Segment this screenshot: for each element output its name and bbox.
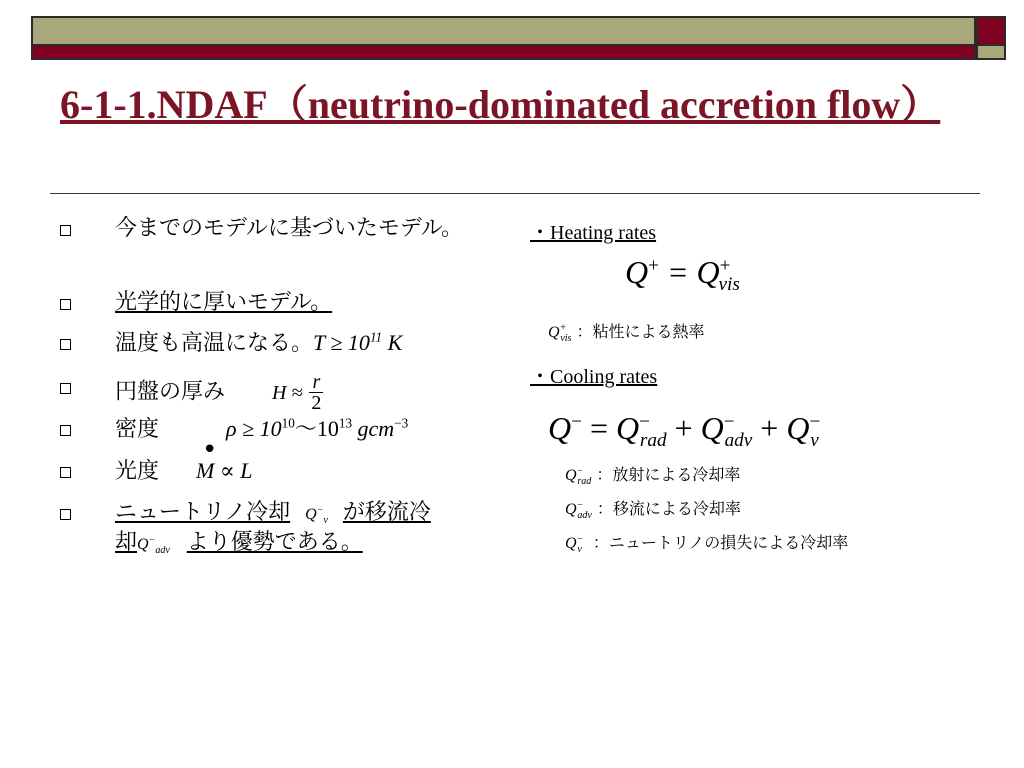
bullet-box-icon [60,509,71,520]
bullet-text-label: 円盤の厚み [115,379,226,405]
bullet-box-icon [60,225,71,236]
heating-rates-label: ・Heating rates [530,222,657,244]
bullet-text [115,435,253,487]
bullet-text: 今までのモデルに基づいたモデル。 [115,216,464,241]
dot-accent: • [202,435,218,465]
bullet-text [115,328,402,359]
q-vis-plus: $Q^+_{vis}$ [548,322,572,345]
heating-desc: ：粘性による熱率 [576,322,705,341]
bullet-text [115,528,363,560]
bullet-text [115,414,408,445]
bullet-text-label: 光度 [115,459,160,484]
heating-legend [548,320,705,345]
bullet-text-part: ニュートリノ冷却 [115,500,291,525]
header-bar-olive [31,16,976,46]
bullet-text-part: 却 [115,530,138,555]
bullet-text-label: 温度も高温になる。 [115,331,314,356]
bullet-text [115,498,431,530]
slide-title: 6-1-1.NDAF（neutrino-dominated accretion flow） [60,82,941,127]
thickness-formula: H ≈ [272,381,303,404]
bullet-box-icon [60,383,71,394]
luminosity-formula: • M ∝ L [196,435,253,483]
corner-square-olive [976,46,1006,60]
corner-square-maroon [976,16,1006,46]
bullet-text [115,372,323,413]
bullet-text: 光学的に厚いモデル。 [115,290,333,315]
header-bar-maroon [31,46,976,60]
q-adv-minus: $Q^-_{adv}$ [137,534,170,557]
bullet-box-icon [60,299,71,310]
cooling-legend-adv: $Q^-_{adv}$ ：移流による冷却率 [565,499,741,522]
cooling-equation: $Q^- = Q^-_{rad} + Q^-_{adv} + Q^-_\nu$ [548,410,821,452]
title-rule [50,193,980,194]
bullet-box-icon [60,339,71,350]
bullet-box-icon [60,467,71,478]
bullet-text-label: 密度 [115,417,160,442]
cooling-legend-nu: $Q^-_\nu$ ：ニュートリノの損失による冷却率 [565,533,849,556]
bullet-text-part: より優勢である。 [186,530,363,555]
density-formula: $\rho \ge 10^{10}\sim 10^{13}$ gcm$^{-3}$ [226,415,409,441]
heating-equation: $Q^+ = Q^+_{vis}$ [625,254,740,296]
q-nu-minus: $Q^-_\nu$ [305,504,328,527]
cooling-legend-rad: $Q^-_{rad}$ ：放射による冷却率 [565,465,741,488]
temperature-formula: $T \ge 10^{11}$ K [313,329,403,355]
fraction-r-over-2: $\frac{r}{2}$ [311,371,322,414]
bullet-box-icon [60,425,71,436]
cooling-rates-label: ・Cooling rates [530,366,658,388]
bullet-text-part: が移流冷 [342,500,431,525]
